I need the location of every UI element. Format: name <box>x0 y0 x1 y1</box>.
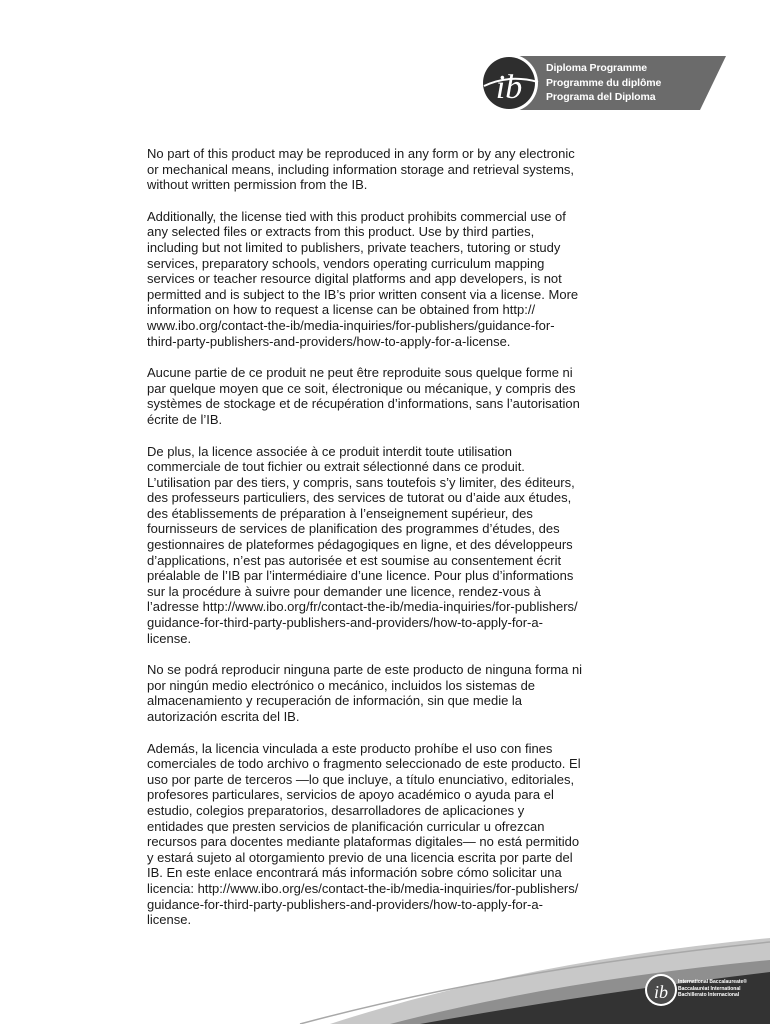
org-name-fr: Baccalauréat International <box>678 985 741 992</box>
text-line: des établissements de préparation à l’enseignement supérieur, des <box>147 505 533 521</box>
text-line: license. <box>147 912 192 928</box>
text-line: y estará sujeto al otorgamiento previo de una licencia escrita por parte del <box>147 849 573 865</box>
text-line: par quelque moyen que ce soit, électronique ou mécanique, y compris des <box>147 380 576 396</box>
programme-name-fr: Programme du diplôme <box>546 76 662 89</box>
text-line: permitted and is subject to the IB’s prior written consent via a license. More <box>147 286 579 302</box>
text-line: services or teacher resource digital platforms and app developers, is not <box>147 271 562 287</box>
text-line: or mechanical means, including information storage and retrieval systems, <box>147 161 575 177</box>
ib-logo: ib <box>495 69 523 106</box>
text-line: www.ibo.org/contact-the-ib/media-inquiries/for-publishers/guidance-for- <box>147 317 555 333</box>
text-line: Además, la licencia vinculada a este producto prohíbe el uso con fines <box>147 740 553 756</box>
footer-swoosh <box>0 930 770 1024</box>
text-line: license. <box>147 630 192 646</box>
text-line: services, preparatory schools, vendors operating curriculum mapping <box>147 255 545 271</box>
text-line: without written permission from the IB. <box>147 177 368 193</box>
text-line: including but not limited to publishers, private teachers, tutoring or study <box>147 239 561 255</box>
org-name-es: Bachillerato Internacional <box>678 992 740 998</box>
text-line: comerciales de todo archivo o fragmento seleccionado de este producto. El <box>147 756 581 772</box>
text-line: any selected files or extracts from this product. Use by third parties, <box>147 224 535 240</box>
text-line: estudio, colegios preparatorios, desarrolladores de aplicaciones y <box>147 802 525 818</box>
text-line: Additionally, the license tied with this product prohibits commercial use of <box>147 208 566 224</box>
copyright-notice <box>147 146 627 944</box>
text-line: licencia: http://www.ibo.org/es/contact-the-ib/media-inquiries/for-publishers/ <box>147 880 579 896</box>
paragraph <box>147 146 627 193</box>
text-line: No part of this product may be reproduced in any form or by any electronic <box>147 146 575 161</box>
programme-names <box>546 61 661 105</box>
text-line: l’adresse http://www.ibo.org/fr/contact-the-ib/media-inquiries/for-publishers/ <box>147 599 578 615</box>
text-line: fournisseurs de services de planification des programmes d’études, des <box>147 521 560 537</box>
text-line: por ningún medio electrónico o mecánico, incluidos los sistemas de <box>147 677 536 693</box>
text-line: d’applications, n’est pas autorisée et est soumise au consentement écrit <box>147 552 562 568</box>
text-line: commerciale de tout fichier ou extrait sélectionné dans ce produit. <box>147 459 525 475</box>
text-line: gestionnaires de plateformes pédagogiques en ligne, et des développeurs <box>147 537 573 553</box>
text-line: L’utilisation par des tiers, y compris, sans toutefois s’y limiter, des éditeurs, <box>147 474 575 490</box>
footer-org-names <box>678 979 747 999</box>
programme-name-en: Diploma Programme <box>546 62 647 74</box>
programme-banner <box>478 52 726 114</box>
text-line: De plus, la licence associée à ce produit interdit toute utilisation <box>147 443 512 459</box>
text-line: écrite de l’IB. <box>147 411 223 427</box>
paragraph <box>147 209 627 349</box>
paragraph <box>147 741 627 928</box>
text-line: almacenamiento y recuperación de información, sin que medie la <box>147 693 523 709</box>
footer-ib-logo: ib <box>653 982 669 1002</box>
text-line: préalable de l’IB par l’intermédiaire d’une licence. Pour plus d’informations <box>147 568 574 584</box>
text-line: information on how to request a license can be obtained from http:// <box>147 302 536 318</box>
text-line: uso por parte de terceros —lo que incluye, a título enunciativo, editoriales, <box>147 771 575 787</box>
text-line: autorización escrita del IB. <box>147 709 300 724</box>
text-line: profesores particulares, servicios de apoyo académico o ayuda para el <box>147 787 554 803</box>
paragraph <box>147 444 627 647</box>
text-line: IB. En este enlace encontrará más información sobre cómo solicitar una <box>147 865 562 881</box>
text-line: third-party-publishers-and-providers/how-to-apply-for-a-license. <box>147 333 511 349</box>
programme-name-es: Programa del Diploma <box>546 91 656 103</box>
footer-banner <box>0 930 770 1024</box>
text-line: des professeurs particuliers, des services de tutorat ou d’aide aux études, <box>147 490 572 506</box>
text-line: Aucune partie de ce produit ne peut être reproduite sous quelque forme ni <box>147 365 573 381</box>
text-line: recursos para docentes mediante plataformas digitales— no está permitido <box>147 834 580 850</box>
org-name-en: International Baccalaureate® <box>678 979 747 985</box>
text-line: sur la procédure à suivre pour demander une licence, rendez-vous à <box>147 583 541 599</box>
paragraph <box>147 662 627 724</box>
paragraph <box>147 365 627 427</box>
text-line: systèmes de stockage et de récupération d’informations, sans l’autorisation <box>147 396 580 412</box>
text-line: No se podrá reproducir ninguna parte de este producto de ninguna forma ni <box>147 662 583 678</box>
text-line: entidades que presten servicios de planificación curricular u ofrezcan <box>147 818 545 834</box>
text-line: guidance-for-third-party-publishers-and-providers/how-to-apply-for-a- <box>147 896 543 912</box>
text-line: guidance-for-third-party-publishers-and-providers/how-to-apply-for-a- <box>147 615 543 631</box>
